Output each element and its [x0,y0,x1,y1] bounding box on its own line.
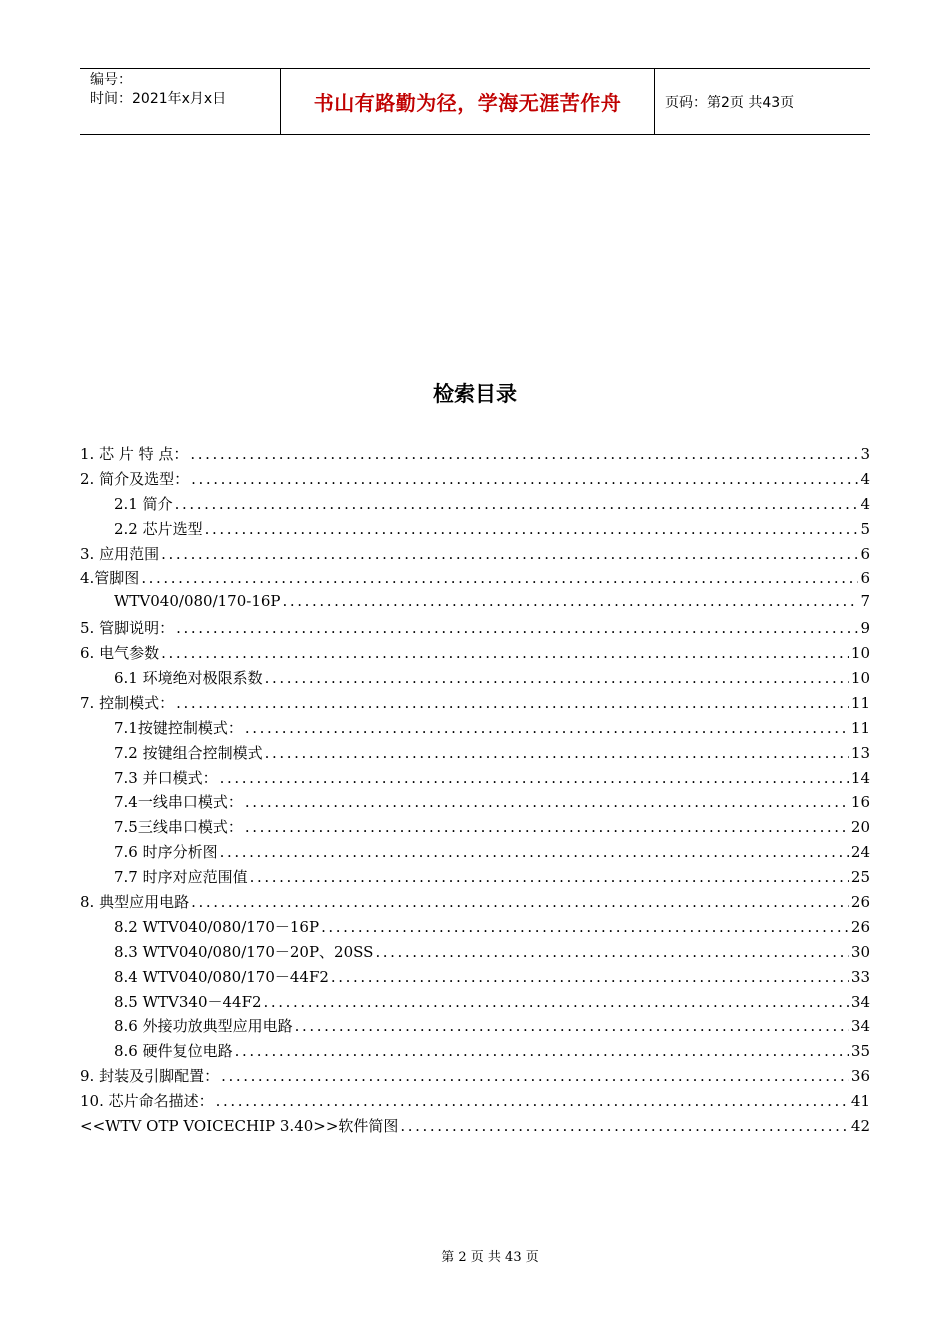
toc-entry-page: 11 [850,718,870,737]
toc-leader-dots [245,719,849,737]
toc-entry-label: 3. 应用范围 [80,544,160,563]
toc-entry[interactable] [80,841,870,866]
toc-leader-dots [161,545,858,563]
toc-entry-page: 34 [850,1017,870,1036]
toc-entry-label: 8.2 WTV040/080/170－16P [114,917,320,936]
toc-entry[interactable] [80,543,870,568]
toc-entry[interactable] [80,692,870,717]
toc-leader-dots [245,818,849,836]
toc-entry-page: 20 [850,818,870,837]
toc-entry-label: 10. 芯片命名描述： [80,1092,214,1111]
toc-entry-label: 7.3 并口模式： [114,768,218,787]
toc-leader-dots [265,744,849,762]
toc-entry-label: 4.管脚图 [80,569,140,588]
toc-leader-dots [245,793,849,811]
toc-entry-label: 7.7 时序对应范围值 [114,868,248,887]
header-number-label: 编号： [90,72,132,88]
toc-leader-dots [283,592,859,610]
toc-leader-dots [250,868,849,886]
toc-entry[interactable] [80,791,870,816]
toc-entry[interactable] [80,518,870,543]
toc-entry-label: 8. 典型应用电路 [80,893,190,912]
toc-entry-label: 8.6 硬件复位电路 [114,1042,233,1061]
toc-entry-label: 5. 管脚说明： [80,619,175,638]
header-meta [80,69,281,134]
toc-entry-page: 33 [850,967,870,986]
toc-entry[interactable] [80,567,870,592]
toc-entry-label: 9. 封装及引脚配置： [80,1067,220,1086]
toc-entry-page: 7 [860,592,870,611]
toc-entry[interactable] [80,742,870,767]
toc-leader-dots [321,918,849,936]
toc-entry-page: 6 [860,544,870,563]
toc-leader-dots [221,1067,849,1085]
header-page-info: 页码：第2页 共43页 [665,94,795,111]
toc-leader-dots [190,445,858,463]
toc-entry[interactable] [80,642,870,667]
toc-entry[interactable] [80,966,870,991]
toc-entry-page: 6 [860,569,870,588]
toc-entry[interactable] [80,866,870,891]
toc-leader-dots [220,843,849,861]
toc-leader-dots [265,669,849,687]
toc-entry-label: 7. 控制模式： [80,693,175,712]
toc-entry[interactable] [80,1040,870,1065]
toc-entry[interactable] [80,617,870,642]
toc-leader-dots [176,694,849,712]
toc-entry-label: 1. 芯 片 特 点： [80,445,189,463]
toc-entry-page: 4 [860,494,870,513]
toc-entry[interactable] [80,816,870,841]
toc-entry-page: 16 [850,793,870,812]
toc-leader-dots [331,968,849,986]
toc-entry-page: 35 [850,1042,870,1061]
toc-entry-label: 6. 电气参数 [80,644,160,663]
toc-entry-label: 7.2 按键组合控制模式 [114,743,263,762]
toc-entry[interactable] [80,1090,870,1115]
toc-entry-label: 2.2 芯片选型 [114,519,203,538]
toc-leader-dots [191,470,858,488]
toc-entry-page: 34 [850,992,870,1011]
toc-entry[interactable] [80,468,870,493]
toc-entry[interactable] [80,493,870,518]
toc-entry-label: 8.6 外接功放典型应用电路 [114,1017,293,1036]
toc-leader-dots [264,993,849,1011]
toc-entry[interactable] [80,941,870,966]
toc-title: 检索目录 [433,382,517,406]
toc-entry[interactable] [80,592,870,617]
toc-entry-page: 14 [850,768,870,787]
toc-leader-dots [176,619,858,637]
toc-entry-page: 26 [850,893,870,912]
toc-entry-page: 24 [850,843,870,862]
toc-entry-page: 10 [850,644,870,663]
header-time-label: 时间：2021年x月x日 [90,91,227,107]
toc-entry[interactable] [80,1065,870,1090]
toc-entry[interactable] [80,767,870,792]
toc-leader-dots [295,1017,849,1035]
toc-leader-dots [375,943,848,961]
header-motto: 书山有路勤为径，学海无涯苦作舟 [281,69,655,134]
toc-entry-label: 8.4 WTV040/080/170－44F2 [114,967,329,986]
toc-entry-label: 6.1 环境绝对极限系数 [114,669,263,688]
toc-entry-label: 7.1按键控制模式： [114,718,243,737]
toc-entry-page: 25 [850,868,870,887]
toc-entry-label: 8.5 WTV340－44F2 [114,992,262,1011]
toc-entry-page: 30 [850,942,870,961]
toc-entry-label: WTV040/080/170-16P [114,592,281,611]
page-footer: 第 2 页 共 43 页 [441,1250,539,1265]
toc-entry-page: 41 [850,1092,870,1111]
toc-entry[interactable] [80,1115,870,1140]
toc-leader-dots [400,1117,848,1135]
toc-entry-page: 10 [850,669,870,688]
toc-entry[interactable] [80,891,870,916]
toc-entry-page: 26 [850,917,870,936]
toc-leader-dots [205,520,859,538]
toc-entry-page: 4 [860,469,870,488]
toc-leader-dots [235,1042,849,1060]
toc-entry-label: 2. 简介及选型： [80,469,190,488]
toc-entry[interactable] [80,667,870,692]
toc-entry-page: 36 [850,1067,870,1086]
toc-entry-label: 7.6 时序分析图 [114,843,218,862]
toc-leader-dots [220,769,849,787]
toc-leader-dots [191,893,849,911]
toc-entry[interactable] [80,1015,870,1040]
toc-leader-dots [175,495,859,513]
toc-leader-dots [161,644,849,662]
toc-leader-dots [216,1092,849,1110]
toc-leader-dots [141,569,858,587]
toc-entry-label: 2.1 简介 [114,494,173,513]
toc-entry-page: 13 [850,743,870,762]
toc-entry[interactable] [80,717,870,742]
table-of-contents [80,443,870,1140]
toc-entry-page: 5 [860,519,870,538]
toc-entry-page: 42 [850,1117,870,1136]
toc-entry-label: 8.3 WTV040/080/170－20P、20SS [114,942,374,961]
toc-entry[interactable] [80,443,870,468]
toc-entry[interactable] [80,991,870,1016]
toc-entry-page: 9 [860,619,870,638]
toc-entry-label: <<WTV OTP VOICECHIP 3.40>>软件简图 [80,1117,399,1136]
toc-entry-label: 7.5三线串口模式： [114,818,243,837]
toc-entry[interactable] [80,916,870,941]
page-header [80,68,870,135]
toc-entry-page: 11 [850,693,870,712]
toc-entry-page: 3 [860,445,870,463]
toc-entry-label: 7.4一线串口模式： [114,793,243,812]
